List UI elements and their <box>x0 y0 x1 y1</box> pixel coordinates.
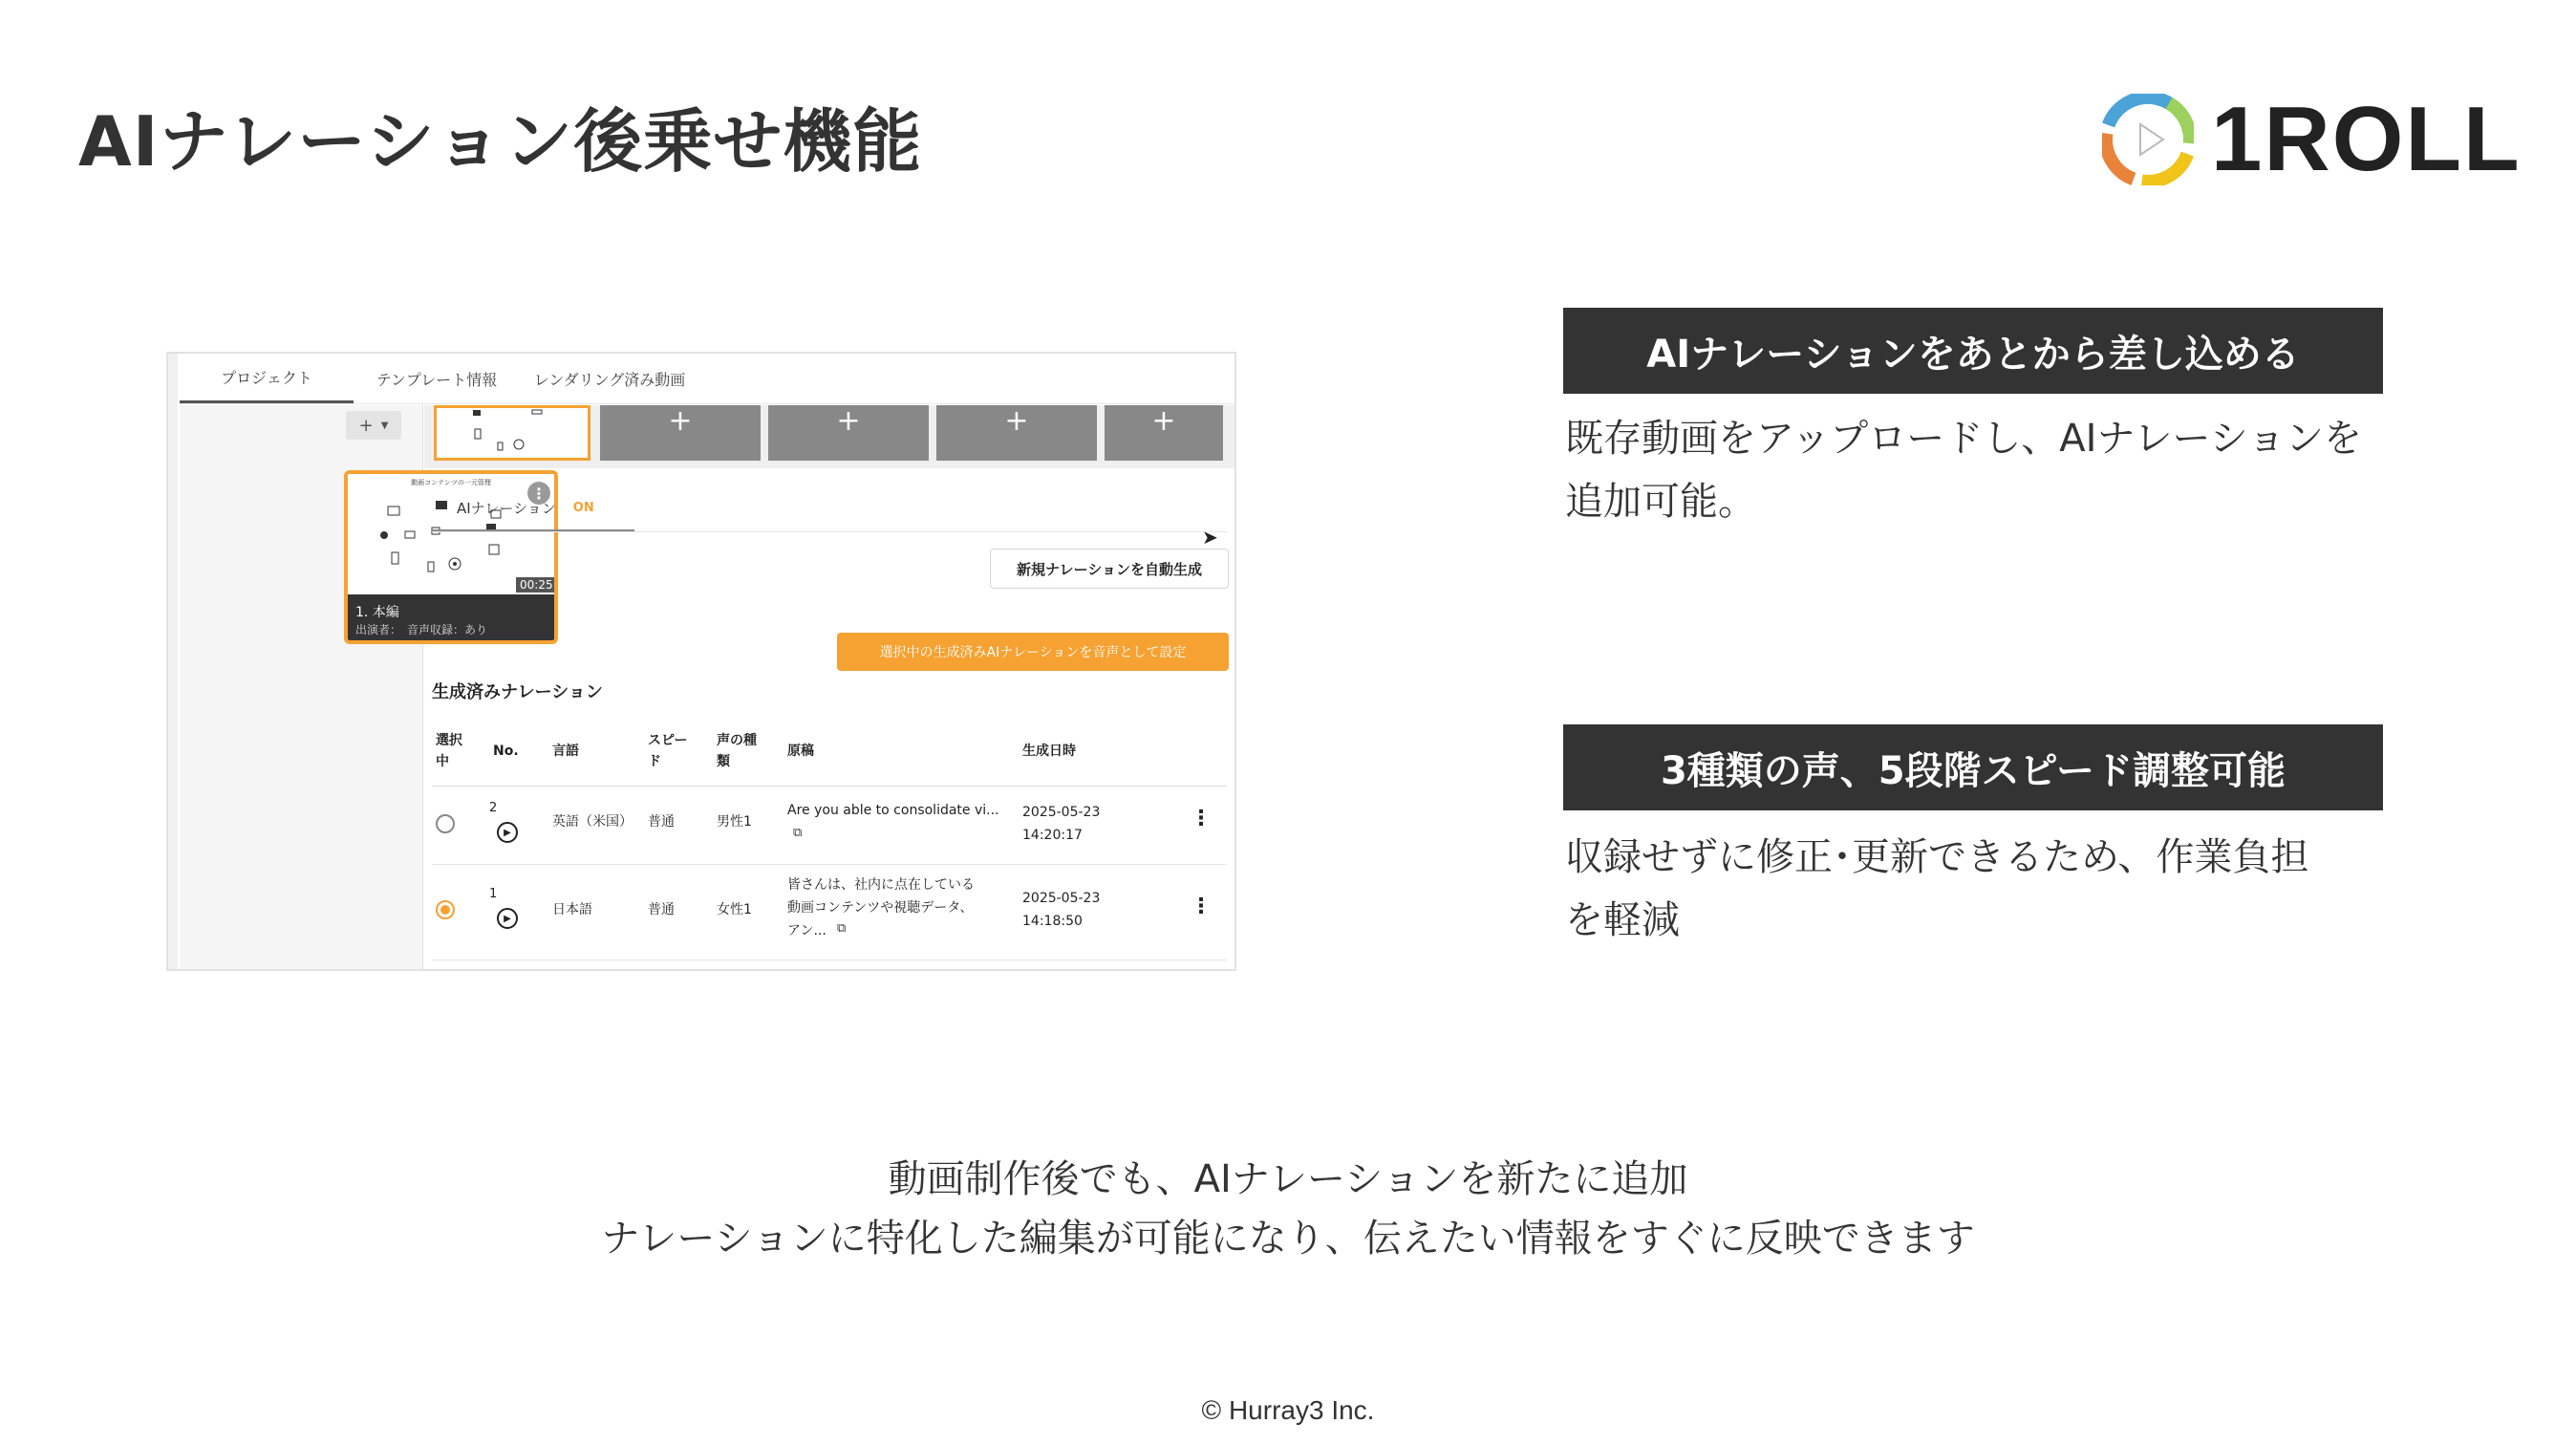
scene-strip <box>424 405 1234 468</box>
row-number: 2 <box>489 801 498 815</box>
feature-heading-2: 3種類の声、5段階スピード調整可能 <box>1563 724 2383 810</box>
app-screenshot <box>166 352 1236 971</box>
row-date: 2025-05-23 <box>1022 891 1101 906</box>
column-header-script: 原稿 <box>787 744 814 759</box>
feature-description-1 <box>1565 407 2406 533</box>
row-language: 日本語 <box>552 902 592 917</box>
brand-logo <box>2102 88 2522 190</box>
row-script-line: 動画コンテンツや視聴データ、 <box>787 900 974 916</box>
divider <box>432 531 1227 532</box>
more-vertical-icon[interactable]: ⋮ <box>527 482 550 505</box>
tab-ai-narration[interactable] <box>432 485 634 531</box>
row-voice: 女性1 <box>717 902 752 917</box>
feature-desc-line: 収録せずに修正･更新できるため、作業負担 <box>1565 835 2309 879</box>
row-voice: 男性1 <box>717 814 752 830</box>
more-vertical-icon[interactable]: ⋮ <box>1191 895 1212 918</box>
narration-status-badge: ON <box>572 500 594 515</box>
feature-description-2 <box>1565 826 2406 952</box>
row-script-line: アン... <box>787 923 826 938</box>
column-header-no: No. <box>493 744 519 759</box>
add-clip-button[interactable] <box>346 411 401 440</box>
row-number: 1 <box>489 887 498 901</box>
header-text: ド <box>648 754 661 769</box>
slide-title: AIナレーション後乗せ機能 <box>78 101 923 182</box>
scene-thumbnail-selected[interactable] <box>434 405 590 461</box>
add-label: + <box>358 415 374 436</box>
feature-desc-line: を軽減 <box>1565 898 1680 942</box>
chevron-down-icon: ▼ <box>380 420 389 431</box>
row-speed: 普通 <box>648 814 675 830</box>
left-edge <box>168 354 178 969</box>
column-header-select <box>436 730 462 772</box>
row-script: Are you able to consolidate vi... <box>787 803 999 818</box>
header-text: 中 <box>436 754 449 769</box>
row-select-radio[interactable] <box>436 814 455 833</box>
clip-name: 1. 本編 <box>355 605 399 620</box>
logo-text: 1ROLL <box>2211 88 2522 190</box>
column-header-speed <box>648 730 687 772</box>
row-script-line: 皆さんは、社内に点在している <box>787 877 975 893</box>
summary-line-1: 動画制作後でも、AIナレーションを新たに追加 <box>888 1157 1688 1201</box>
scene-add-slot[interactable]: + <box>1105 405 1223 461</box>
play-icon[interactable]: ▶ <box>497 908 518 929</box>
set-narration-as-audio-button[interactable]: 選択中の生成済みAIナレーションを音声として設定 <box>837 633 1229 671</box>
clip-thumb-title: 動画コンテンツの一元管理 <box>411 479 491 486</box>
row-time: 14:18:50 <box>1022 914 1083 929</box>
scene-add-slot[interactable]: + <box>768 405 929 461</box>
clip-meta: 出演者： 音声収録：あり <box>355 623 488 636</box>
column-header-language: 言語 <box>552 744 579 759</box>
film-reel-logo-icon <box>2102 94 2194 185</box>
row-language: 英語（米国） <box>552 814 633 830</box>
row-select-radio-selected[interactable] <box>436 900 455 919</box>
copyright: © Hurray3 Inc. <box>1201 1395 1375 1425</box>
copy-icon[interactable]: ⧉ <box>793 826 803 840</box>
divider <box>432 786 1227 787</box>
row-speed: 普通 <box>648 902 675 917</box>
header-text: 類 <box>717 754 730 769</box>
copy-icon[interactable]: ⧉ <box>837 921 847 936</box>
summary-line-2: ナレーションに特化した編集が可能になり、伝えたい情報をすぐに反映できます <box>601 1217 1975 1261</box>
scene-diagram-icon <box>465 408 561 458</box>
row-date: 2025-05-23 <box>1022 805 1101 820</box>
narration-tab-label: AIナレーション <box>457 499 556 517</box>
mouse-cursor-icon: ➤ <box>1202 526 1218 549</box>
header-text: 選択 <box>436 733 462 748</box>
feature-desc-line: 追加可能。 <box>1565 480 1756 524</box>
app-tab-bar <box>180 354 1234 404</box>
feature-heading-1: AIナレーションをあとから差し込める <box>1563 308 2383 394</box>
column-header-created: 生成日時 <box>1022 744 1076 759</box>
feature-desc-line: 既存動画をアップロードし、AIナレーションを <box>1565 417 2362 461</box>
divider <box>432 864 1227 865</box>
play-icon[interactable]: ▶ <box>497 822 518 843</box>
more-vertical-icon[interactable]: ⋮ <box>1191 807 1212 830</box>
row-time: 14:20:17 <box>1022 828 1083 843</box>
tab-template-info[interactable]: テンプレート情報 <box>376 370 498 389</box>
tab-project[interactable]: プロジェクト <box>180 354 354 403</box>
scene-add-slot[interactable]: + <box>600 405 761 461</box>
tab-rendered-videos[interactable]: レンダリング済み動画 <box>533 370 686 389</box>
header-text: 声の種 <box>717 733 757 748</box>
clip-info <box>348 594 554 644</box>
header-text: スピー <box>648 733 688 748</box>
auto-generate-narration-button[interactable]: 新規ナレーションを自動生成 <box>990 549 1229 589</box>
clip-duration: 00:25 <box>516 577 557 593</box>
column-header-voice <box>717 730 757 772</box>
generated-narrations-title: 生成済みナレーション <box>432 682 603 702</box>
scene-add-slot[interactable]: + <box>936 405 1097 461</box>
